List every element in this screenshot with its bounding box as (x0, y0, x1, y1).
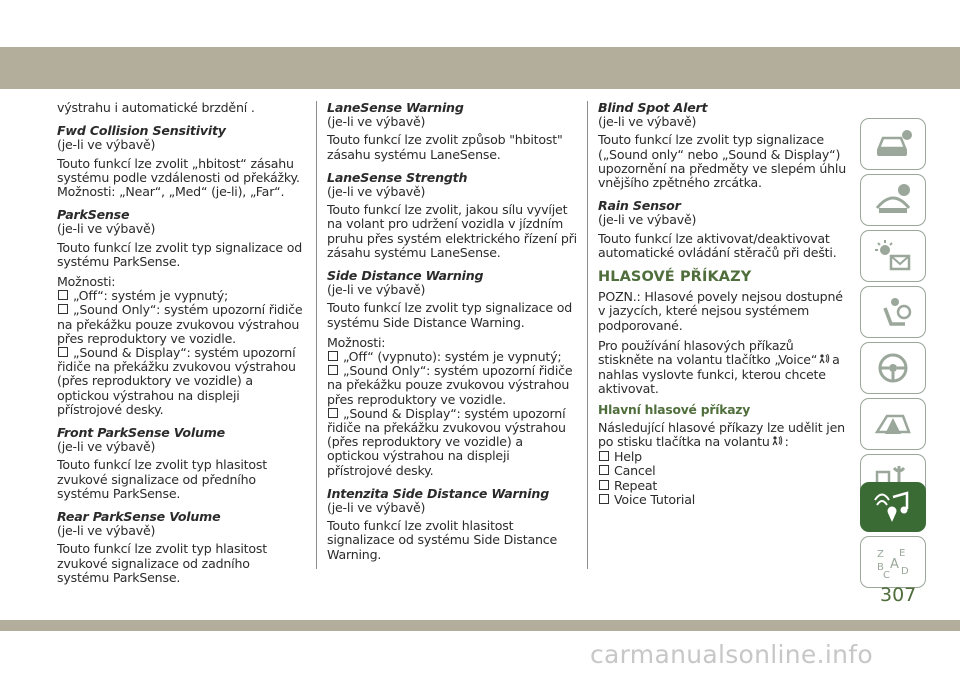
section-text-side-distance: Touto funkcí lze zvolit typ signalizace od systému Side Distance Warning. (327, 300, 573, 330)
checkbox-icon (599, 451, 609, 461)
warning-triangle-icon (873, 406, 913, 442)
tab-starting-driving[interactable] (860, 342, 926, 394)
main-voice-text: Následující hlasové příkazy lze udělit jen po stisku tlačítka na volantu : (598, 419, 845, 450)
list-item: „Sound & Display“: systém upozorní řidiče na překážku zvukovou výstrahou (přes reproduktory ve vozidle) a optickou výstrahou na displeji přístrojové desky. (57, 345, 296, 417)
checkbox-icon (599, 465, 609, 475)
svg-text:D: D (901, 566, 909, 577)
section-sub-lanesense-strength: (je-li ve výbavě) (327, 184, 426, 200)
section-sub-fwd: (je-li ve výbavě) (57, 137, 156, 153)
column-2 (327, 101, 577, 568)
voice-note: POZN.: Hlasové povely nejsou dostupné v jazycích, které nejsou systémem podporované. (598, 289, 843, 333)
section-sub-side-distance: (je-li ve výbavě) (327, 282, 426, 298)
options-label: Možnosti: (327, 334, 386, 350)
section-title-rain-sensor: Rain Sensor (598, 198, 681, 214)
list-item: „Off“: systém je vypnutý; (57, 289, 305, 303)
options-list (57, 289, 305, 417)
section-title-front-volume: Front ParkSense Volume (57, 425, 225, 441)
checkbox-icon (328, 408, 338, 418)
checkbox-icon (58, 347, 68, 357)
options-label: Možnosti: (57, 274, 116, 290)
list-item: „Sound & Display“: systém upozorní řidiče na překážku zvukovou výstrahou (přes reproduktory ve vozidle) a optickou výstrahou na displeji přístrojové desky. (327, 405, 566, 478)
car-info-icon (873, 126, 913, 162)
section-text-front-volume: Touto funkcí lze zvolit typ hlasitost zvukové signalizace od předního systému ParkSense. (57, 457, 267, 501)
section-title-lanesense-strength: LaneSense Strength (327, 169, 468, 185)
voice-command-icon (772, 435, 783, 450)
checkbox-icon (599, 480, 609, 490)
list-item: „Sound Only“: systém upozorní řidiče na překážku pouze zvukovou výstrahou přes reproduktory ve vozidle. (327, 363, 573, 407)
section-text-fwd: Touto funkcí lze zvolit „hbitost“ zásahu systému podle vzdálenosti od překážky. Možnosti: „Near“, „Med“ (je-li), „Far“. (57, 155, 300, 200)
index-alphabet-icon (873, 544, 913, 580)
voice-instructions: Pro používání hlasových příkazů stiskněte na volantu tlačítko „Voice“ a nahlas vyslovte funkci, kterou chcete aktivovat. (598, 337, 840, 397)
svg-text:E: E (899, 548, 906, 559)
column-divider (587, 101, 588, 569)
checkbox-icon (328, 365, 338, 375)
intro-text: výstrahu i automatické brzdění . (57, 100, 255, 115)
tab-emergency[interactable] (860, 398, 926, 450)
section-text-rain-sensor: Touto funkcí lze aktivovat/deaktivovat automatické ovládání stěračů při dešti. (598, 230, 837, 260)
section-title-side-distance-intensity: Intenzita Side Distance Warning (327, 485, 550, 501)
tab-dashboard[interactable] (860, 174, 926, 226)
section-sub-parksense: (je-li ve výbavě) (57, 221, 156, 237)
voice-music-navigation-icon (873, 489, 913, 525)
section-text-side-distance-intensity: Touto funkcí lze zvolit hlasitost signalizace od systému Side Distance Warning. (327, 518, 558, 562)
section-text-lanesense-warning: Touto funkcí lze zvolit způsob "hbitost" zásahu systému LaneSense. (327, 132, 563, 162)
section-sub-front-volume: (je-li ve výbavě) (57, 439, 156, 455)
column-divider (316, 101, 317, 569)
section-title-blind-spot: Blind Spot Alert (598, 100, 708, 115)
commands-list (598, 450, 848, 507)
checkbox-icon (58, 290, 68, 300)
section-text-rear-volume: Touto funkcí lze zvolit typ hlasitost zvukové signalizace od zadního systému ParkSense. (57, 541, 267, 585)
dashboard-warning-icon (873, 182, 913, 218)
svg-text:C: C (883, 570, 890, 580)
checkbox-icon (599, 494, 609, 504)
watermark: carmanualsonline.info (590, 640, 873, 669)
section-sub-rain-sensor: (je-li ve výbavě) (598, 212, 697, 228)
section-text-parksense: Touto funkcí lze zvolit typ signalizace od systému ParkSense. (57, 239, 303, 269)
column-3 (598, 101, 848, 512)
section-sub-rear-volume: (je-li ve výbavě) (57, 523, 156, 539)
airbag-seat-icon (873, 294, 913, 330)
checkbox-icon (328, 351, 338, 361)
list-item: „Sound Only“: systém upozorní řidiče na překážku pouze zvukovou výstrahou přes reproduktory ve vozidle. (57, 302, 303, 346)
voice-commands-heading: HLASOVÉ PŘÍKAZY (598, 269, 752, 286)
svg-text:B: B (877, 562, 884, 573)
steering-wheel-icon (873, 350, 913, 386)
tab-safety[interactable] (860, 286, 926, 338)
list-item: Voice Tutorial (598, 493, 848, 507)
bottom-band (0, 620, 960, 631)
section-title-fwd: Fwd Collision Sensitivity (57, 123, 226, 139)
section-text-blind-spot: Touto funkcí lze zvolit typ signalizace („Sound only“ nebo „Sound & Display“) upozornění na předměty ve slepém úhlu vnějšího zpětného zrcátka. (598, 132, 846, 191)
section-sub-blind-spot: (je-li ve výbavě) (598, 114, 697, 130)
top-band (0, 47, 960, 89)
voice-command-icon (819, 353, 830, 368)
section-title-parksense: ParkSense (57, 207, 130, 223)
main-voice-commands-heading: Hlavní hlasové příkazy (598, 402, 751, 417)
section-title-side-distance: Side Distance Warning (327, 268, 484, 284)
checkbox-icon (58, 304, 68, 314)
section-title-rear-volume: Rear ParkSense Volume (57, 509, 221, 525)
svg-text:Z: Z (877, 549, 884, 560)
list-item: Cancel (598, 464, 848, 478)
tab-car-info[interactable] (860, 118, 926, 170)
list-item: Help (598, 450, 848, 464)
section-sub-lanesense-warning: (je-li ve výbavě) (327, 114, 426, 130)
tab-lights-messages[interactable] (860, 230, 926, 282)
svg-text:A: A (890, 557, 899, 572)
section-text-lanesense-strength: Touto funkcí lze zvolit, jakou sílu vyvíjet na volant pro udržení vozidla v jízdním pruhu přes systém elektrického řízení při zásahu systému LaneSense. (327, 202, 577, 260)
light-message-icon (873, 238, 913, 274)
section-sub-side-distance-intensity: (je-li ve výbavě) (327, 500, 426, 516)
page-number: 307 (880, 584, 917, 606)
list-item: „Off“ (vypnuto): systém je vypnutý; (327, 350, 577, 364)
section-title-lanesense-warning: LaneSense Warning (327, 100, 464, 115)
list-item: Repeat (598, 479, 848, 493)
tab-index[interactable] (860, 536, 926, 588)
column-1 (57, 101, 305, 591)
options-list (327, 350, 577, 478)
tab-multimedia[interactable] (860, 482, 926, 532)
